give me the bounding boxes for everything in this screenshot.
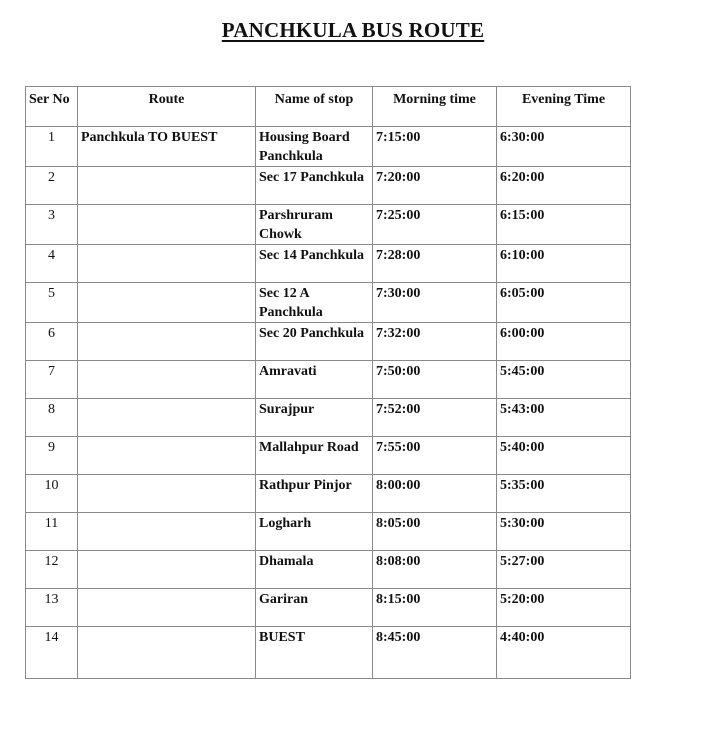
- stop-name-cell: Housing Board Panchkula: [256, 127, 373, 167]
- route-cell: [78, 323, 256, 361]
- stop-name-cell: Sec 12 A Panchkula: [256, 283, 373, 323]
- table-row: [26, 245, 631, 283]
- ser-no-cell: 7: [26, 361, 78, 399]
- evening-time-cell: 5:43:00: [497, 399, 631, 437]
- route-cell: [78, 589, 256, 627]
- ser-no-cell: 5: [26, 283, 78, 323]
- evening-time-cell: 5:20:00: [497, 589, 631, 627]
- route-cell: [78, 167, 256, 205]
- table-row: [26, 205, 631, 245]
- evening-time-cell: 6:10:00: [497, 245, 631, 283]
- table-row: [26, 551, 631, 589]
- stop-name-cell: Sec 17 Panchkula: [256, 167, 373, 205]
- morning-time-cell: 8:45:00: [373, 627, 497, 679]
- evening-time-cell: 5:35:00: [497, 475, 631, 513]
- route-cell: [78, 551, 256, 589]
- route-cell: [78, 283, 256, 323]
- ser-no-cell: 10: [26, 475, 78, 513]
- route-cell: [78, 513, 256, 551]
- header-route: Route: [78, 87, 256, 127]
- stop-name-cell: Logharh: [256, 513, 373, 551]
- stop-name-cell: BUEST: [256, 627, 373, 679]
- morning-time-cell: 7:28:00: [373, 245, 497, 283]
- ser-no-cell: 2: [26, 167, 78, 205]
- morning-time-cell: 7:30:00: [373, 283, 497, 323]
- stop-name-cell: Surajpur: [256, 399, 373, 437]
- table-row: [26, 627, 631, 679]
- header-morning-time: Morning time: [373, 87, 497, 127]
- stop-name-cell: Amravati: [256, 361, 373, 399]
- evening-time-cell: 6:15:00: [497, 205, 631, 245]
- ser-no-cell: 9: [26, 437, 78, 475]
- header-ser-no: Ser No: [26, 87, 78, 127]
- evening-time-cell: 6:30:00: [497, 127, 631, 167]
- table-header-row: [26, 87, 631, 127]
- morning-time-cell: 7:50:00: [373, 361, 497, 399]
- ser-no-cell: 4: [26, 245, 78, 283]
- table-row: [26, 437, 631, 475]
- morning-time-cell: 8:15:00: [373, 589, 497, 627]
- ser-no-cell: 14: [26, 627, 78, 679]
- evening-time-cell: 6:20:00: [497, 167, 631, 205]
- table-row: [26, 513, 631, 551]
- evening-time-cell: 5:30:00: [497, 513, 631, 551]
- ser-no-cell: 12: [26, 551, 78, 589]
- evening-time-cell: 4:40:00: [497, 627, 631, 679]
- route-cell: [78, 399, 256, 437]
- ser-no-cell: 13: [26, 589, 78, 627]
- ser-no-cell: 3: [26, 205, 78, 245]
- morning-time-cell: 7:55:00: [373, 437, 497, 475]
- ser-no-cell: 8: [26, 399, 78, 437]
- route-cell: [78, 437, 256, 475]
- morning-time-cell: 7:20:00: [373, 167, 497, 205]
- table-row: [26, 361, 631, 399]
- route-cell: [78, 245, 256, 283]
- ser-no-cell: 11: [26, 513, 78, 551]
- morning-time-cell: 7:52:00: [373, 399, 497, 437]
- header-evening-time: Evening Time: [497, 87, 631, 127]
- ser-no-cell: 6: [26, 323, 78, 361]
- stop-name-cell: Sec 14 Panchkula: [256, 245, 373, 283]
- evening-time-cell: 6:05:00: [497, 283, 631, 323]
- ser-no-cell: 1: [26, 127, 78, 167]
- evening-time-cell: 5:27:00: [497, 551, 631, 589]
- stop-name-cell: Gariran: [256, 589, 373, 627]
- table-row: [26, 127, 631, 167]
- stop-name-cell: Sec 20 Panchkula: [256, 323, 373, 361]
- table-row: [26, 475, 631, 513]
- table-row: [26, 589, 631, 627]
- morning-time-cell: 7:15:00: [373, 127, 497, 167]
- table-row: [26, 283, 631, 323]
- stop-name-cell: Parshruram Chowk: [256, 205, 373, 245]
- morning-time-cell: 7:32:00: [373, 323, 497, 361]
- stop-name-cell: Dhamala: [256, 551, 373, 589]
- page-title: PANCHKULA BUS ROUTE: [221, 18, 485, 42]
- route-cell: [78, 361, 256, 399]
- table-row: [26, 399, 631, 437]
- table-row: [26, 167, 631, 205]
- evening-time-cell: 5:40:00: [497, 437, 631, 475]
- morning-time-cell: 8:00:00: [373, 475, 497, 513]
- morning-time-cell: 7:25:00: [373, 205, 497, 245]
- route-cell: Panchkula TO BUEST: [78, 127, 256, 167]
- evening-time-cell: 5:45:00: [497, 361, 631, 399]
- stop-name-cell: Mallahpur Road: [256, 437, 373, 475]
- bus-route-table: [25, 86, 631, 679]
- table-row: [26, 323, 631, 361]
- header-stop-name: Name of stop: [256, 87, 373, 127]
- evening-time-cell: 6:00:00: [497, 323, 631, 361]
- stop-name-cell: Rathpur Pinjor: [256, 475, 373, 513]
- morning-time-cell: 8:08:00: [373, 551, 497, 589]
- morning-time-cell: 8:05:00: [373, 513, 497, 551]
- route-cell: [78, 627, 256, 679]
- route-cell: [78, 205, 256, 245]
- route-cell: [78, 475, 256, 513]
